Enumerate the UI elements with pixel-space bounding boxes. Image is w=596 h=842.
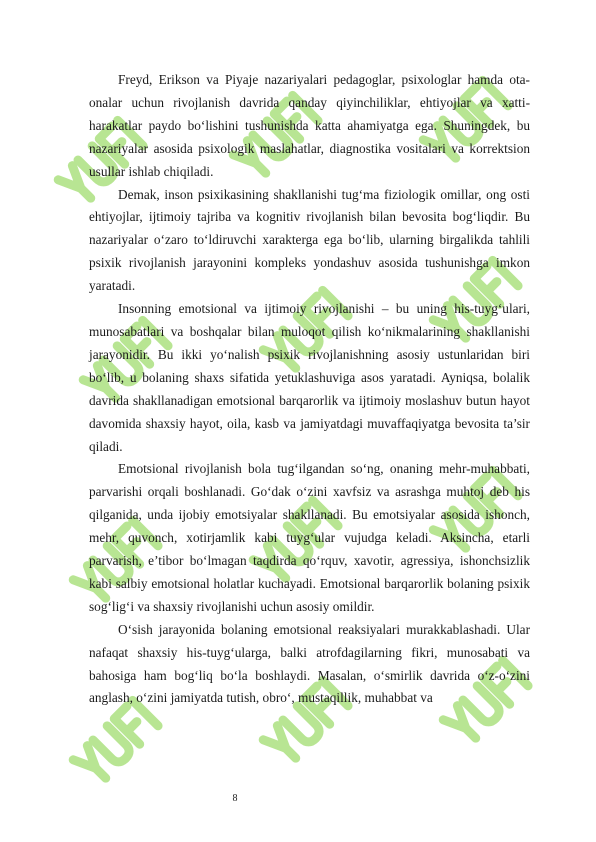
paragraph-4: Emotsional rivojlanish bola tug‘ilgandan so‘ng, onaning mehr-muhabbati, parvarishi orqali boshlanadi. Go‘dak o‘zini xavfsiz va asrashga muhtoj deb his qilganida, unda ijobiy emotsiyalar shakllanadi. Bu emotsiyalar asosida ishonch, mehr, quvonch, xotirjamlik kabi tuyg‘ular vujudga keladi. Aksincha, etarli parvarish, e’tibor bo‘lmagan taqdirda qo‘rquv, xavotir, agressiya, ishonchsizlik kabi salbiy emotsional holatlar kuchayadi. Emotsional barqarorlik bolaning psixik sog‘lig‘i va shaxsiy rivojlanishi uchun asosiy omildir. — [89, 461, 530, 614]
watermark-mark — [73, 700, 158, 785]
page-number: 8 — [232, 793, 238, 804]
paragraph-5: O‘sish jarayonida bolaning emotsional reaksiyalari murakkablashadi. Ular nafaqat shaxsiy his-tuyg‘ularga, balki atrofdagilarning fikri, munosabati va bahosiga ham bog‘liq bo‘la boshlaydi. Masalan, o‘smirlik davrida o‘z-o‘zini anglash, o‘zini jamiyatda tutish, obro‘, mustaqillik, muhabbat va — [89, 621, 530, 706]
body-text — [89, 69, 530, 710]
paragraph-1: Freyd, Erikson va Piyaje nazariyalari pedagoglar, psixologlar hamda ota-onalar uchun rivojlanish davrida qanday qiyinchiliklar, ehtiyojlar va xatti-harakatlar paydo bo‘lishini tushunishda katta ahamiyatga ega. Shuningdek, bu nazariyalar asosida psixologik maslahatlar, diagnostika vositalari va korrektsion usullar ishlab chiqiladi. — [89, 72, 530, 179]
paragraph-2: Demak, inson psixikasining shakllanishi tug‘ma fiziologik omillar, ong osti ehtiyojlar, ijtimoiy tajriba va kognitiv rivojlanish bilan bevosita bog‘liqdir. Bu nazariyalar o‘zaro to‘ldiruvchi xarakterga ega bo‘lib, ularning birgalikda tahlili psixik rivojlanish jarayonini kompleks yondashuv asosida tushunishga imkon yaratadi. — [89, 186, 530, 294]
paragraph-3: Insonning emotsional va ijtimoiy rivojlanishi – bu uning his-tuyg‘ulari, munosabatlari va boshqalar bilan muloqot qilish ko‘nikmalarining shakllanishi jarayonidir. Bu ikki yo‘nalish psixik rivojlanishning asosiy ustunlaridan biri bo‘lib, u bolaning shaxs sifatida yetuklashuviga asos yaratadi. Ayniqsa, bolalik davrida shakllanadigan emotsional barqarorlik va ijtimoiy moslashuv butun hayot davomida shaxsiy hayot, oila, kasb va jamiyatdagi muvaffaqiyatga bevosita ta’sir qiladi. — [89, 301, 530, 454]
